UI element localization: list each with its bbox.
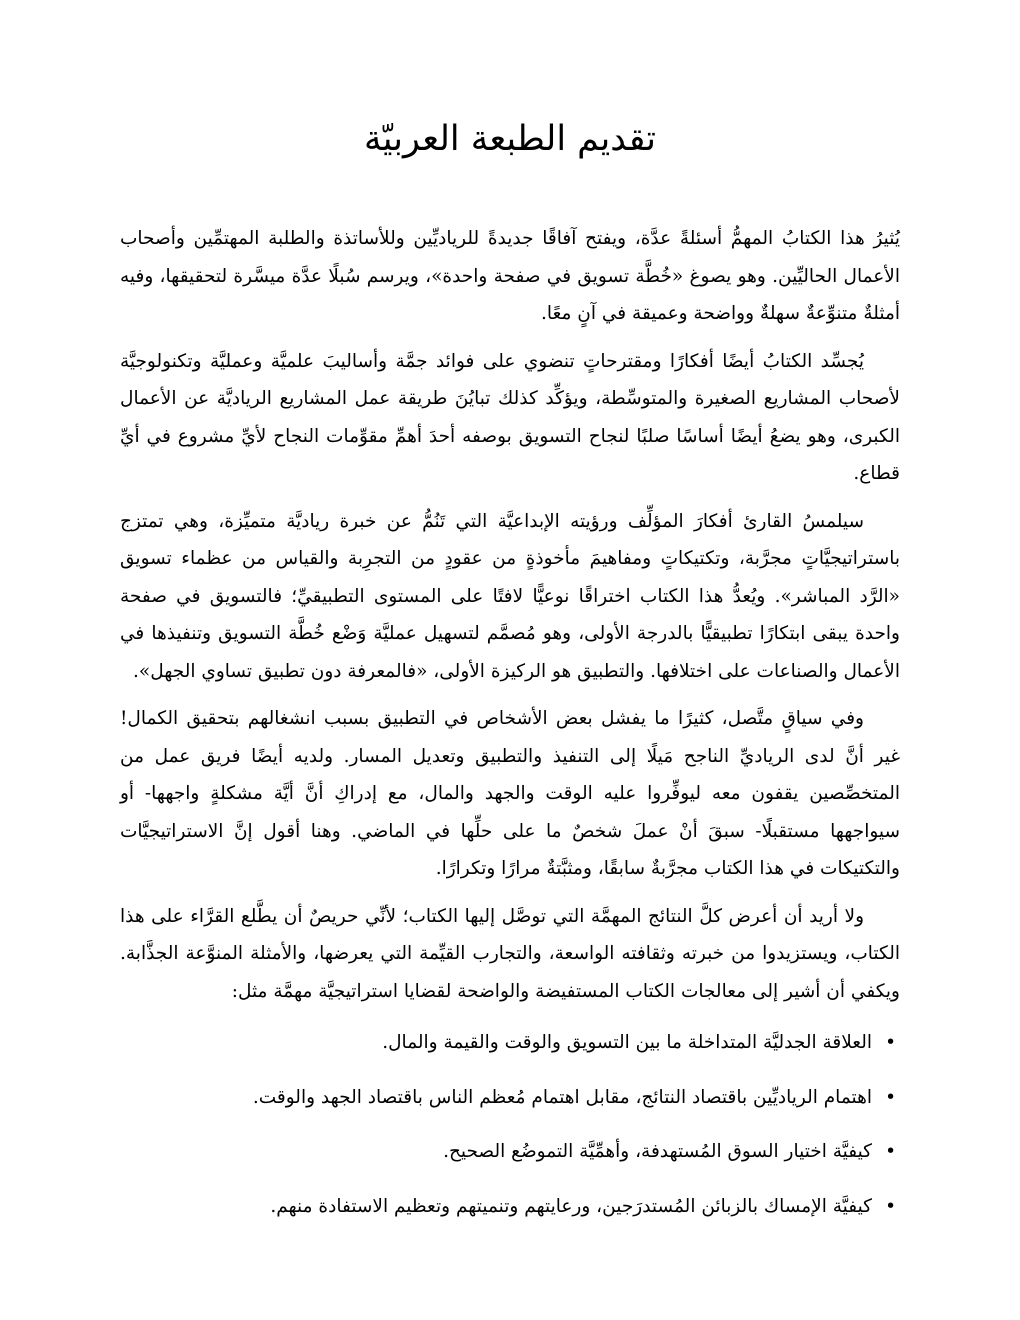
list-item-label: كيفيَّة الإمساك بالزبائن المُستدرَجين، ورعايتهم وتنميتهم وتعظيم الاستفادة منهم. xyxy=(270,1195,872,1217)
bullet-point-icon: • xyxy=(885,1086,896,1108)
list-item xyxy=(120,1079,900,1117)
paragraph-1: يُثيرُ هذا الكتابُ المهمُّ أسئلةً عدَّة، ويفتح آفاقًا جديدةً للرياديِّين وللأساتذة والطلبة المهتمِّين وأصحاب الأعمال الحاليِّين. وهو يصوغ «خُطَّة تسويق في صفحة واحدة»، ويرسم سُبلًا عدَّة ميسَّرة لتحقيقها، وفيه أمثلةٌ متنوِّعةٌ سهلةٌ وواضحة وعميقة في آنٍ معًا. xyxy=(120,228,900,324)
paragraph-2: يُجسِّد الكتابُ أيضًا أفكارًا ومقترحاتٍ تنضوي على فوائد جمَّة وأساليبَ علميَّة وعمليَّة وتكنولوجيَّة لأصحاب المشاريع الصغيرة والمتوسِّطة، ويؤكِّد كذلك تبايُنَ طريقة عمل المشاريع الرياديَّة عن الأعمال الكبرى، وهو يضعُ أيضًا أساسًا صلبًا لنجاح التسويق بوصفه أحدَ أهمِّ مقوِّمات النجاح لأيِّ مشروع في أيِّ قطاع. xyxy=(120,350,900,484)
document-body xyxy=(120,220,900,1242)
list-item xyxy=(120,1133,900,1171)
paragraph-5: ولا أريد أن أعرض كلَّ النتائج المهمَّة التي توصَّل إليها الكتاب؛ لأنِّي حريصٌ أن يطَّلع القرَّاء على هذا الكتاب، ويستزيدوا من خبرته وثقافته الواسعة، والتجارب القيِّمة التي يعرضها، والأمثلة المنوَّعة الجذَّابة. ويكفي أن أشير إلى معالجات الكتاب المستفيضة والواضحة لقضايا استراتيجيَّة مهمَّة مثل: xyxy=(120,905,900,1002)
bullet-point-icon: • xyxy=(885,1032,896,1053)
paragraph-3: سيلمسُ القارئ أفكارَ المؤلِّف ورؤيته الإبداعيَّة التي تَنُمُّ عن خبرة رياديَّة متميِّزة، وهي تمتزج باستراتيجيَّاتٍ مجرَّبة، وتكتيكاتٍ ومفاهيمَ مأخوذةٍ من عقودٍ من التجرِبة والقياس من عظماء تسويق «الرَّد المباشر». ويُعدُّ هذا الكتاب اختراقًا نوعيًّا لافتًا على المستوى التطبيقيِّ؛ فالتسويق في صفحة واحدة يبقى ابتكارًا تطبيقيًّا بالدرجة الأولى، وهو مُصمَّم لتسهيل عمليَّة وَضْع خُطَّة التسويق وتنفيذها في الأعمال والصناعات على اختلافها. والتطبيق هو الركيزة الأولى، «فالمعرفة دون تطبيق تساوي الجهل». xyxy=(120,510,900,682)
paragraph-4: وفي سياقٍ متَّصل، كثيرًا ما يفشل بعض الأشخاص في التطبيق بسبب انشغالهم بتحقيق الكمال! غير أنَّ لدى الرياديِّ الناجح مَيلًا إلى التنفيذ والتطبيق وتعديل المسار. ولديه أيضًا فريق عمل من المتخصِّصين يقفون معه ليوفِّروا عليه الوقت والجهد والمال، مع إدراكِ أنَّ أيَّة مشكلةٍ واجهها- أو سيواجهها مستقبلًا- سبقَ أنْ عملَ شخصٌ ما على حلِّها في الماضي. وهنا أقول إنَّ الاستراتيجيَّات والتكتيكات في هذا الكتاب مجرَّبةٌ سابقًا، ومثبَّتةٌ مرارًا وتكرارًا. xyxy=(120,708,900,879)
list-item-label: اهتمام الرياديِّين باقتصاد النتائج، مقابل اهتمام مُعظم الناس باقتصاد الجهد والوقت. xyxy=(252,1086,872,1108)
bullet-point-icon: • xyxy=(885,1195,896,1217)
list-item xyxy=(120,1024,900,1062)
list-item xyxy=(120,1188,900,1226)
strategic-topics-list xyxy=(120,1024,900,1225)
bullet-point-icon: • xyxy=(885,1141,896,1162)
page-content-area xyxy=(120,0,900,1320)
page-title: تقديم الطبعة العربيّة xyxy=(363,119,657,159)
list-item-label: العلاقة الجدليَّة المتداخلة ما بين التسويق والوقت والقيمة والمال. xyxy=(382,1032,872,1053)
list-item-label: كيفيَّة اختيار السوق المُستهدفة، وأهمِّيَّة التموضُع الصحيح. xyxy=(443,1141,872,1162)
